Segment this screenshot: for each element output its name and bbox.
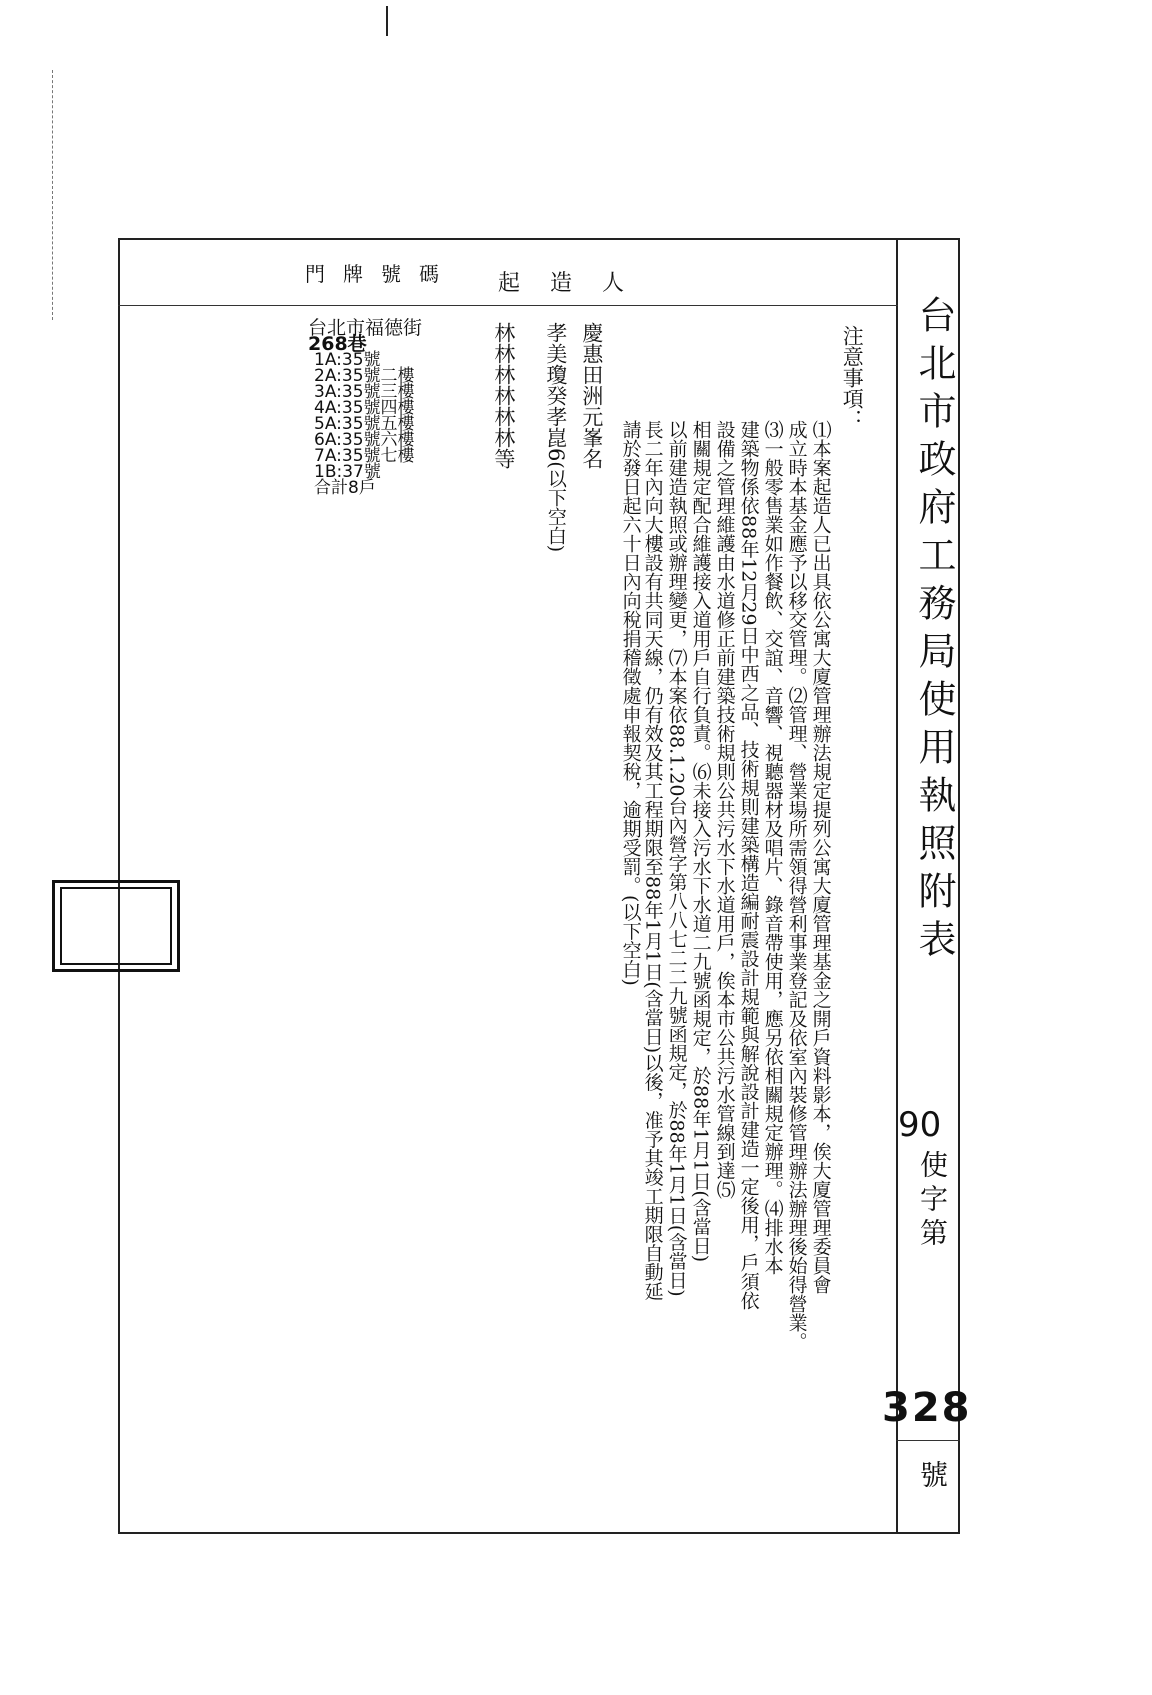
address-unit: 1A:35號	[314, 350, 381, 370]
note-column: 相關規定配合維護接入道用戶自行負責。⑹未接入污水下水道二九號函規定，於88年1月1日(含當日)	[689, 420, 712, 1263]
scan-artifact-dashes	[52, 70, 53, 320]
note-column: 長二年內向大樓設有共同天線，仍有效及其工程期限至88年1月1日(含當日)以後，准予其竣工期限自動延	[641, 420, 664, 1301]
official-seal-stamp	[52, 880, 180, 972]
notes-label: 注意事項：	[840, 325, 865, 430]
address-lane: 268巷	[308, 333, 367, 355]
form-frame	[118, 238, 960, 1534]
note-column: ⑴本案起造人已出具依公寓大廈管理辦法規定提列公寓大廈管理基金之開戶資料影本，俟大廈管理委員會	[809, 420, 832, 1294]
builder-column-2	[542, 322, 569, 552]
builder-names: 孝美瓊癸孝崑6	[543, 322, 568, 462]
address-street: 台北市福德街	[308, 317, 423, 339]
address-block	[308, 317, 423, 498]
address-unit: 2A:35號二樓	[314, 366, 415, 386]
scan-artifact-line	[386, 6, 388, 36]
seal-inner-border	[60, 887, 172, 965]
note-column: 請於發日起六十日內向稅捐稽徵處申報契稅，逾期受罰。(以下空白)	[619, 420, 642, 986]
permit-year: 90	[898, 1105, 942, 1145]
permit-number: 328	[882, 1385, 972, 1431]
address-unit: 4A:35號四樓	[314, 398, 415, 418]
note-column: 以前建造執照或辦理變更，⑺本案依88.1.20台內營字第八八七二二九號函規定，於88年1月1日(含當日)	[665, 420, 688, 1297]
number-rule	[896, 1440, 960, 1441]
address-unit: 7A:35號七樓	[314, 446, 415, 466]
note-column: 設備之管理維護由水道修正前建築技術規則公共污水下水道用戶，俟本市公共污水管線到達⑸	[713, 420, 736, 1199]
permit-prefix: 使字第	[916, 1150, 949, 1252]
builder-column-1: 慶惠田洲元峯名	[579, 322, 604, 469]
address-unit: 6A:35號六樓	[314, 430, 415, 450]
header-builder: 起造人	[498, 271, 655, 296]
address-unit: 1B:37號	[314, 462, 381, 482]
note-column: ⑶一般零售業如作餐飲、交誼、音響、視聽器材及唱片、錄音帶使用，應另依相關規定辦理。⑷排水本	[761, 420, 784, 1275]
address-total: 合計8戶	[314, 478, 376, 498]
header-rule	[118, 305, 898, 306]
address-unit: 5A:35號五樓	[314, 414, 415, 434]
builder-blank-note: (以下空白)	[544, 461, 567, 553]
note-column: 成立時本基金應予以移交管理。⑵管理、營業場所需領得營利事業登記及依室內裝修管理辦法辦理後始得營業。	[785, 420, 808, 1351]
form-title: 台北市政府工務局使用執照附表	[912, 295, 956, 967]
builder-column-4: 林林林林林林等	[491, 322, 516, 469]
header-doorplate: 門牌號碼	[305, 262, 457, 286]
address-unit: 3A:35號三樓	[314, 382, 415, 402]
title-column-divider	[896, 238, 898, 1534]
permit-suffix: 號	[916, 1460, 949, 1488]
note-column: 建築物係依88年12月29日中西之品、技術規則建築構造編耐震設計規範與解說設計建造一定後用，戶須依	[737, 420, 760, 1310]
